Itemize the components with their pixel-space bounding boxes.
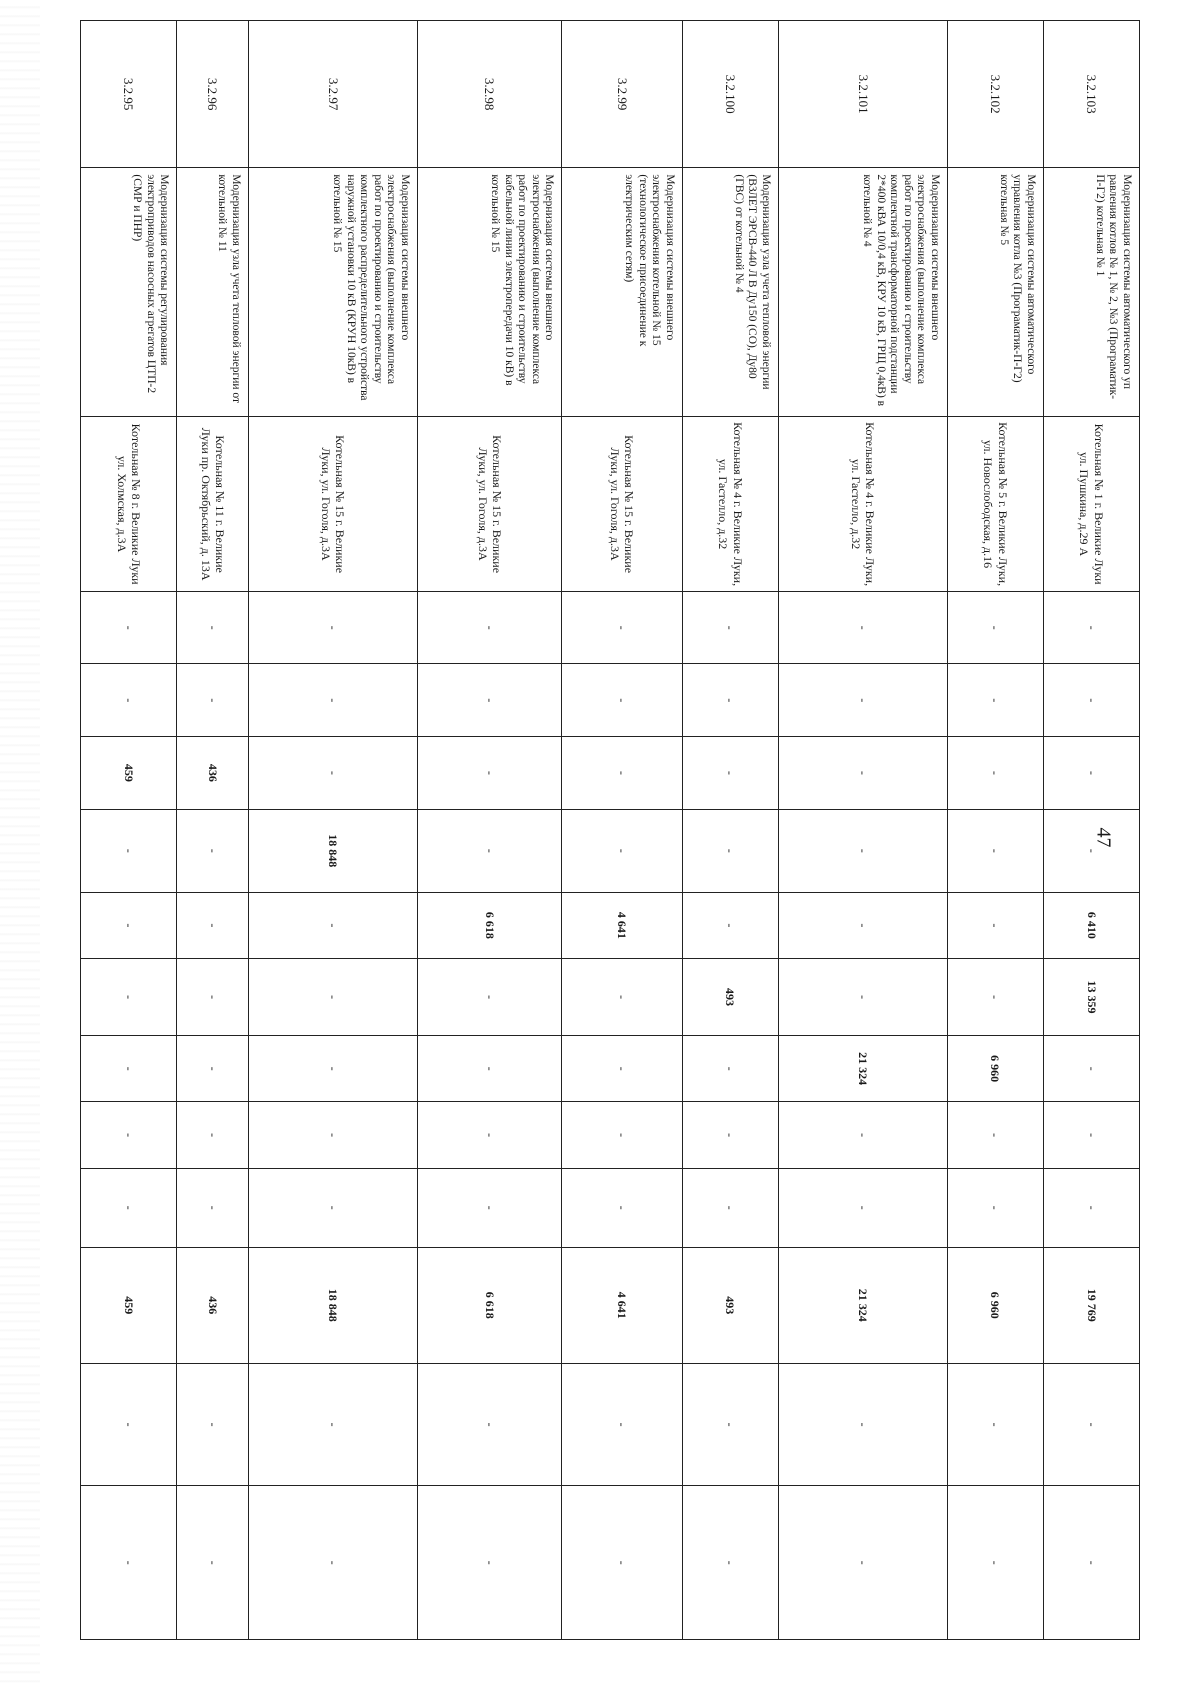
- value-cell: -: [177, 1102, 249, 1168]
- row-number-cell: 3.2.100: [682, 21, 778, 168]
- table-row: [1043, 21, 1139, 1640]
- value-cell: -: [778, 1102, 947, 1168]
- value-cell: -: [1043, 1035, 1139, 1101]
- page-number: 47: [1092, 827, 1115, 848]
- row-number-cell: 3.2.99: [562, 21, 682, 168]
- row-number-cell: 3.2.97: [248, 21, 417, 168]
- value-cell: -: [248, 959, 417, 1036]
- address-cell: Котельная № 4 г. Великие Луки, ул. Гастелло, д.32: [682, 417, 778, 591]
- value-cell: -: [417, 737, 562, 810]
- value-cell: -: [248, 1102, 417, 1168]
- value-cell: -: [417, 1035, 562, 1101]
- value-cell: -: [177, 664, 249, 737]
- total-cell: 6 618: [417, 1247, 562, 1363]
- value-cell: -: [562, 1168, 682, 1247]
- value-cell: -: [778, 1168, 947, 1247]
- measure-name-cell: Модернизация системы внешнего электроснабжения котельной № 15 (технологическое присоединение к электрическим сетям): [562, 168, 682, 417]
- address-cell: Котельная № 1 г. Великие Луки ул. Пушкина, д.29 А: [1043, 417, 1139, 591]
- total-cell: 19 769: [1043, 1247, 1139, 1363]
- value-cell: -: [682, 591, 778, 664]
- value-cell: -: [1043, 664, 1139, 737]
- value-cell: -: [682, 737, 778, 810]
- value-cell: -: [947, 892, 1043, 958]
- measure-name-cell: Модернизация узла учета тепловой энергии (ВЗЛЕТ ЭРСВ-440 Л В Ду150 (СО), Ду80 (ГВС) от котельной № 4: [682, 168, 778, 417]
- value-cell: -: [1043, 737, 1139, 810]
- value-cell: -: [81, 591, 177, 664]
- value-cell: -: [682, 1035, 778, 1101]
- value-cell: -: [1043, 1102, 1139, 1168]
- value-cell: -: [248, 664, 417, 737]
- value-cell: -: [177, 1168, 249, 1247]
- value-cell: -: [562, 1363, 682, 1485]
- value-cell: -: [248, 1486, 417, 1640]
- value-cell: -: [778, 959, 947, 1036]
- address-cell: Котельная № 15 г. Великие Луки, ул. Гоголя, д.3А: [562, 417, 682, 591]
- value-cell: -: [1043, 1168, 1139, 1247]
- value-cell: -: [947, 737, 1043, 810]
- table-row: [947, 21, 1043, 1640]
- value-cell: -: [947, 959, 1043, 1036]
- value-cell: -: [417, 959, 562, 1036]
- measure-name-cell: Модернизация системы внешнего электроснабжения (выполнение комплекса работ по проектированию и строительству комплектной трансформаторной подстанции 2*400 кВА 10/0,4 кВ, КРУ 10 кВ, ГРЩ 0,4кВ) в котельной № 4: [778, 168, 947, 417]
- value-cell: -: [562, 959, 682, 1036]
- value-cell: -: [947, 1486, 1043, 1640]
- value-cell: -: [248, 1168, 417, 1247]
- value-cell: -: [778, 892, 947, 958]
- value-cell: -: [177, 1486, 249, 1640]
- value-cell: -: [562, 1486, 682, 1640]
- value-cell: -: [778, 591, 947, 664]
- value-cell: -: [81, 809, 177, 892]
- address-cell: Котельная № 15 г. Великие Луки, ул. Гоголя, д.3А: [417, 417, 562, 591]
- value-cell: -: [947, 1102, 1043, 1168]
- total-cell: 493: [682, 1247, 778, 1363]
- value-cell: -: [947, 1168, 1043, 1247]
- value-cell: -: [682, 892, 778, 958]
- measure-name-cell: Модернизация системы внешнего электроснабжения (выполнение комплекса работ по проектированию и строительству комплектного распределительного устройства наружной установки 10 кВ (КРУН 10кВ) в котельной № 15: [248, 168, 417, 417]
- measure-name-cell: Модернизация системы внешнего электроснабжения (выполнение комплекса работ по проектированию и строительству кабельной линии электропередачи 10 кВ) в котельной № 15: [417, 168, 562, 417]
- address-cell: Котельная № 8 г. Великие Луки ул. Холмская, д.3А: [81, 417, 177, 591]
- value-cell: -: [682, 809, 778, 892]
- value-cell: -: [682, 1102, 778, 1168]
- value-cell: -: [562, 1102, 682, 1168]
- value-cell: -: [682, 1363, 778, 1485]
- value-cell: 6 960: [947, 1035, 1043, 1101]
- value-cell: -: [81, 959, 177, 1036]
- value-cell: -: [562, 1035, 682, 1101]
- total-cell: 459: [81, 1247, 177, 1363]
- value-cell: -: [417, 809, 562, 892]
- value-cell: -: [417, 1486, 562, 1640]
- value-cell: -: [778, 1486, 947, 1640]
- value-cell: -: [1043, 1486, 1139, 1640]
- value-cell: 436: [177, 737, 249, 810]
- value-cell: -: [778, 664, 947, 737]
- table-row: [682, 21, 778, 1640]
- rotated-table-container: [80, 20, 1140, 1640]
- value-cell: 18 848: [248, 809, 417, 892]
- value-cell: -: [81, 1168, 177, 1247]
- value-cell: -: [177, 1363, 249, 1485]
- value-cell: -: [81, 1102, 177, 1168]
- scan-edge-noise: [0, 0, 40, 1686]
- row-number-cell: 3.2.101: [778, 21, 947, 168]
- value-cell: -: [1043, 809, 1139, 892]
- value-cell: -: [562, 737, 682, 810]
- total-cell: 6 960: [947, 1247, 1043, 1363]
- value-cell: -: [248, 1363, 417, 1485]
- value-cell: -: [417, 1168, 562, 1247]
- value-cell: -: [248, 892, 417, 958]
- value-cell: -: [417, 664, 562, 737]
- value-cell: 6 618: [417, 892, 562, 958]
- address-cell: Котельная № 5 г. Великие Луки, ул. Новослободская, д.16: [947, 417, 1043, 591]
- value-cell: -: [177, 892, 249, 958]
- value-cell: -: [562, 664, 682, 737]
- measure-name-cell: Модернизация системы регулирования электроприводов насосных агрегатов ЦТП-2 (СМР и ПНР): [81, 168, 177, 417]
- table-body: [81, 21, 1140, 1640]
- row-number-cell: 3.2.96: [177, 21, 249, 168]
- investment-program-table: [80, 20, 1140, 1640]
- value-cell: 6 410: [1043, 892, 1139, 958]
- table-row: [562, 21, 682, 1640]
- address-cell: Котельная № 4 г. Великие Луки, ул. Гастелло, д.32: [778, 417, 947, 591]
- row-number-cell: 3.2.98: [417, 21, 562, 168]
- measure-name-cell: Модернизация системы автоматического управления котла №3 (Програматик-П-Г2) котельная № 5: [947, 168, 1043, 417]
- value-cell: -: [947, 809, 1043, 892]
- value-cell: -: [177, 959, 249, 1036]
- value-cell: -: [778, 737, 947, 810]
- row-number-cell: 3.2.103: [1043, 21, 1139, 168]
- value-cell: -: [248, 591, 417, 664]
- value-cell: -: [682, 1168, 778, 1247]
- value-cell: -: [682, 1486, 778, 1640]
- value-cell: -: [177, 809, 249, 892]
- value-cell: -: [947, 1363, 1043, 1485]
- value-cell: -: [81, 1486, 177, 1640]
- value-cell: -: [81, 1363, 177, 1485]
- total-cell: 436: [177, 1247, 249, 1363]
- value-cell: 13 359: [1043, 959, 1139, 1036]
- value-cell: -: [417, 1102, 562, 1168]
- measure-name-cell: Модернизация узла учета тепловой энергии от котельной № 11: [177, 168, 249, 417]
- value-cell: 459: [81, 737, 177, 810]
- value-cell: -: [177, 1035, 249, 1101]
- table-row: [778, 21, 947, 1640]
- value-cell: -: [248, 1035, 417, 1101]
- value-cell: -: [947, 591, 1043, 664]
- value-cell: -: [417, 1363, 562, 1485]
- table-row: [248, 21, 417, 1640]
- row-number-cell: 3.2.95: [81, 21, 177, 168]
- value-cell: -: [682, 664, 778, 737]
- total-cell: 21 324: [778, 1247, 947, 1363]
- value-cell: -: [1043, 591, 1139, 664]
- value-cell: -: [778, 1363, 947, 1485]
- value-cell: 493: [682, 959, 778, 1036]
- table-row: [177, 21, 249, 1640]
- table-row: [81, 21, 177, 1640]
- value-cell: -: [562, 591, 682, 664]
- value-cell: -: [177, 591, 249, 664]
- value-cell: -: [81, 1035, 177, 1101]
- total-cell: 18 848: [248, 1247, 417, 1363]
- value-cell: 21 324: [778, 1035, 947, 1101]
- value-cell: -: [778, 809, 947, 892]
- value-cell: -: [81, 664, 177, 737]
- value-cell: -: [81, 892, 177, 958]
- value-cell: 4 641: [562, 892, 682, 958]
- value-cell: -: [947, 664, 1043, 737]
- value-cell: -: [562, 809, 682, 892]
- row-number-cell: 3.2.102: [947, 21, 1043, 168]
- value-cell: -: [248, 737, 417, 810]
- table-row: [417, 21, 562, 1640]
- address-cell: Котельная № 15 г. Великие Луки, ул. Гоголя, д.3А: [248, 417, 417, 591]
- value-cell: -: [1043, 1363, 1139, 1485]
- address-cell: Котельная № 11 г. Великие Луки пр. Октябрьский, д. 13А: [177, 417, 249, 591]
- total-cell: 4 641: [562, 1247, 682, 1363]
- value-cell: -: [417, 591, 562, 664]
- measure-name-cell: Модернизация системы автоматического уп равления котлов № 1, № 2, №3 (Програматик-П-Г2) котельная № 1: [1043, 168, 1139, 417]
